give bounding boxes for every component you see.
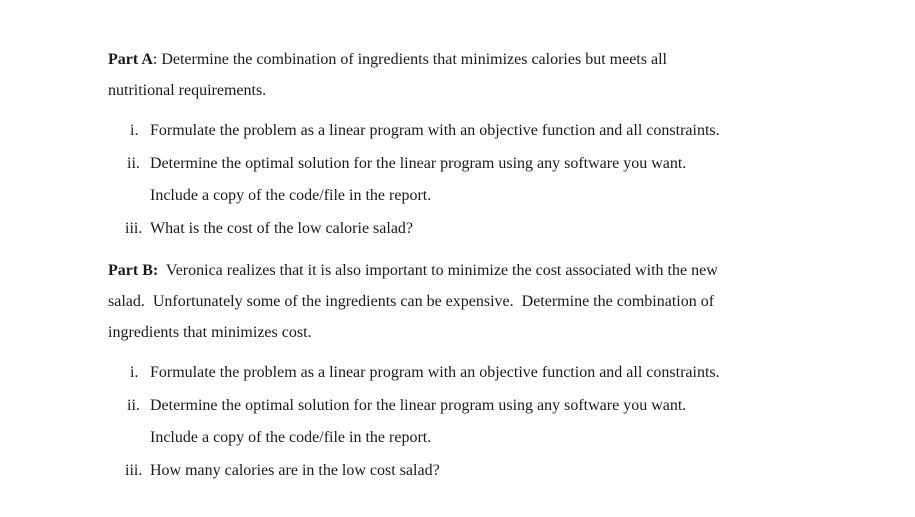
part-b-item-3	[108, 455, 808, 486]
part-a-item-2	[108, 148, 808, 179]
part-b-text-line1: Veronica realizes that it is also important to minimize the cost associated with the new	[158, 262, 718, 279]
part-b-text-line2: salad. Unfortunately some of the ingredients can be expensive. Determine the combination of	[108, 293, 715, 310]
part-a-text-line1: Determine the combination of ingredients that minimizes calories but meets all	[157, 51, 667, 68]
part-b-item-1-text: Formulate the problem as a linear program with an objective function and all constraints.	[150, 364, 720, 381]
part-b-label: Part B:	[108, 262, 159, 279]
part-a-label-suffix: :	[152, 51, 158, 68]
part-b-item-1	[108, 357, 808, 388]
part-a-item-3	[108, 213, 808, 244]
part-b-item-2	[108, 390, 808, 421]
part-a-item-3-text: What is the cost of the low calorie salad?	[150, 220, 414, 237]
part-a-item-1	[108, 115, 808, 146]
part-b-text-line3: ingredients that minimizes cost.	[108, 324, 312, 341]
part-a-item-2-continuation: Include a copy of the code/file in the report.	[150, 187, 432, 204]
part-b-item-2-number: ii.	[127, 397, 140, 414]
part-a-paragraph	[108, 44, 808, 106]
part-a-item-3-number: iii.	[125, 220, 143, 237]
part-b-item-1-number: i.	[130, 364, 139, 381]
part-b-item-3-text: How many calories are in the low cost salad?	[150, 462, 440, 479]
part-a-label: Part A	[108, 51, 153, 68]
part-a-item-1-number: i.	[130, 122, 139, 139]
part-b-item-2-continuation: Include a copy of the code/file in the report.	[150, 429, 432, 446]
part-a-text-line2: nutritional requirements.	[108, 82, 267, 99]
part-a-item-2-text: Determine the optimal solution for the linear program using any software you want.	[150, 155, 687, 172]
part-b-paragraph	[108, 255, 808, 348]
part-b-item-3-number: iii.	[125, 462, 143, 479]
part-a-item-2-number: ii.	[127, 155, 140, 172]
part-a-item-1-text: Formulate the problem as a linear program with an objective function and all constraints.	[150, 122, 720, 139]
part-b-item-2-text: Determine the optimal solution for the linear program using any software you want.	[150, 397, 687, 414]
